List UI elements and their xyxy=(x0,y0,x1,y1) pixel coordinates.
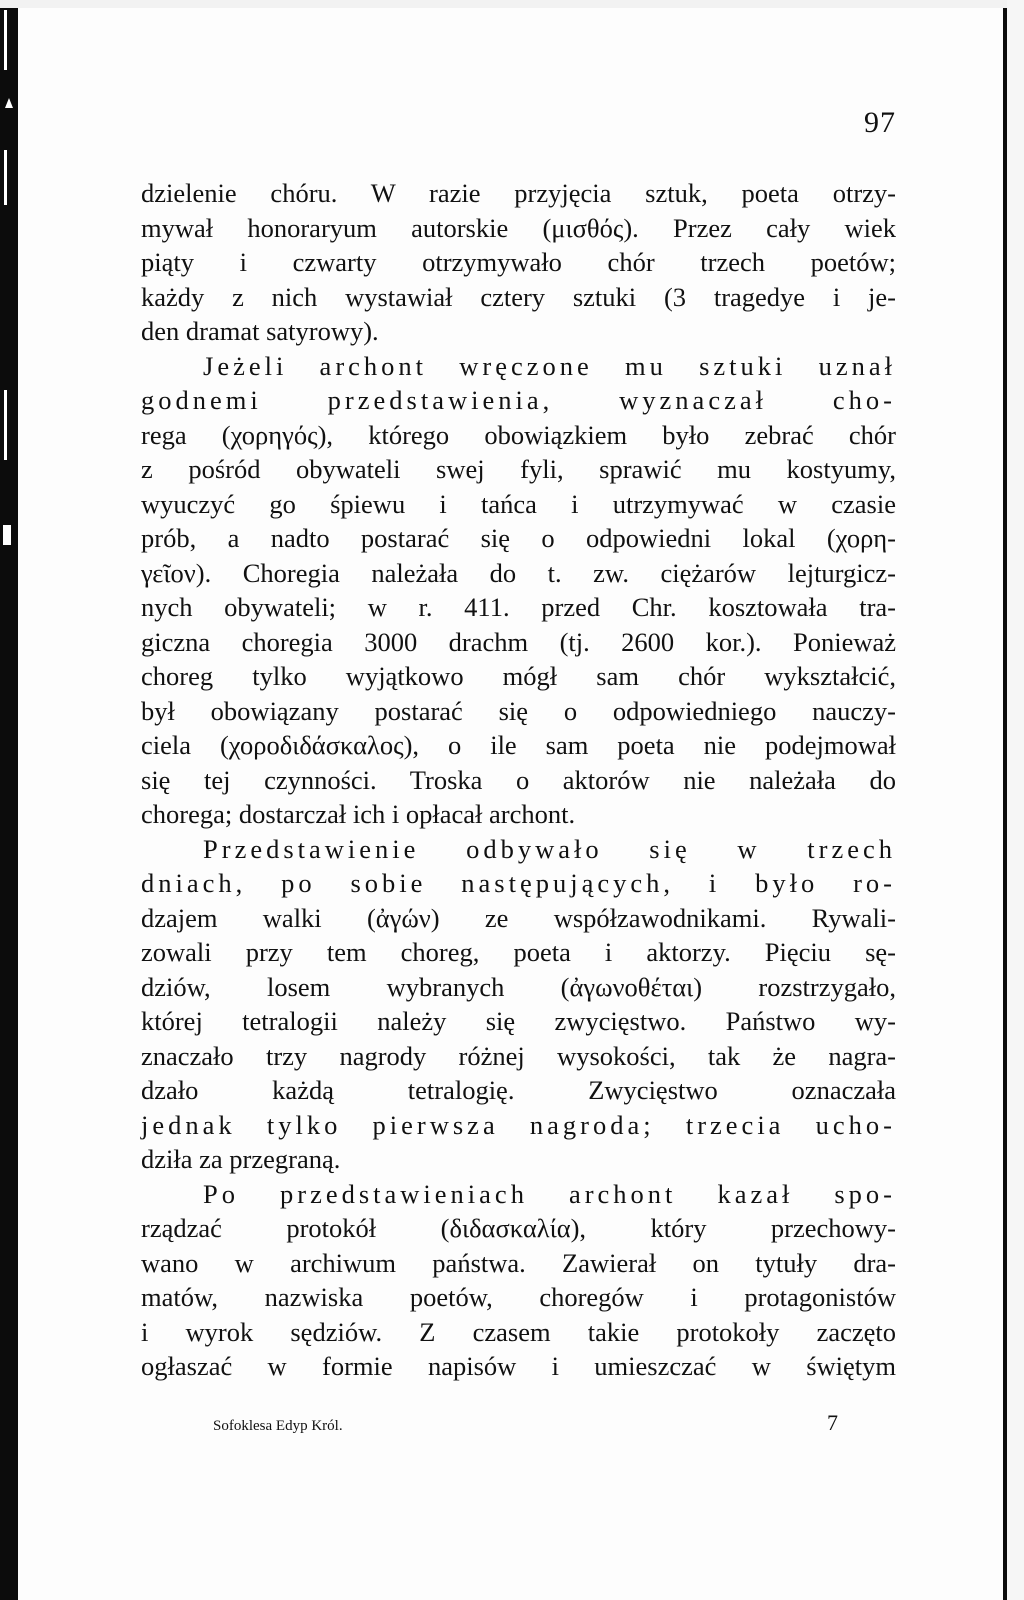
text-line: rega (χορηγός), którego obowiązkiem było zebrać chór xyxy=(141,419,896,450)
text-line: nych obywateli; w r. 411. przed Chr. kosztowała tra- xyxy=(141,592,896,622)
text-line: mywał honoraryum autorskie (μισθός). Przez cały wiek xyxy=(141,212,896,243)
binding-mark xyxy=(4,10,7,70)
text-line: której tetralogii należy się zwycięstwo. Państwo wy- xyxy=(141,1006,896,1036)
text-line: jednak tylko pierwsza nagroda; trzecia ucho- xyxy=(141,1109,896,1140)
text-line: dziła za przegraną. xyxy=(141,1144,341,1174)
binding-mark xyxy=(4,150,7,205)
text-line: wyuczyć go śpiewu i tańca i utrzymywać w czasie xyxy=(141,488,896,519)
text-line: choreg tylko wyjątkowo mógł sam chór wykształcić, xyxy=(141,661,896,691)
text-line: Po przedstawieniach archont kazał spo- xyxy=(203,1178,896,1209)
text-line: dniach, po sobie następujących, i było ro- xyxy=(141,868,896,898)
text-line: den dramat satyrowy). xyxy=(141,316,379,346)
text-line: giczna choregia 3000 drachm (tj. 2600 kor.). Ponieważ xyxy=(141,626,896,657)
text-line: był obowiązany postarać się o odpowiedniego nauczy- xyxy=(141,695,896,726)
text-line: dzajem walki (ἀγών) ze współzawodnikami. Rywali- xyxy=(141,902,896,933)
text-line: dzielenie chóru. W razie przyjęcia sztuk, poeta otrzy- xyxy=(141,178,896,208)
text-line: Jeżeli archont wręczone mu sztuki uznał xyxy=(203,350,896,381)
text-line: godnemi przedstawienia, wyznaczał cho- xyxy=(141,385,896,415)
page-right-edge xyxy=(1007,0,1024,1600)
text-line: z pośród obywateli swej fyli, sprawić mu kostyumy, xyxy=(141,454,896,484)
sheet-number: 7 xyxy=(827,1410,838,1435)
page-number: 97 xyxy=(864,106,896,139)
text-line: γεῖον). Choregia należała do t. zw. ciężarów lejturgicz- xyxy=(141,557,896,588)
text-line: zowali przy tem choreg, poeta i aktorzy. Pięciu sę- xyxy=(141,937,896,967)
text-line: się tej czynności. Troska o aktorów nie należała do xyxy=(141,764,896,795)
text-line: piąty i czwarty otrzymywało chór trzech poetów; xyxy=(141,247,896,277)
text-line: chorega; dostarczał ich i opłacał archont. xyxy=(141,799,576,829)
text-line: i wyrok sędziów. Z czasem takie protokoły zaczęto xyxy=(141,1316,896,1347)
text-line: dziów, losem wybranych (ἀγωνοθέται) rozstrzygało, xyxy=(141,971,896,1002)
page-top-edge xyxy=(0,0,1007,8)
text-line: wano w archiwum państwa. Zawierał on tytuły dra- xyxy=(141,1247,896,1278)
text-line: prób, a nadto postarać się o odpowiedni lokal (χορη- xyxy=(141,523,896,553)
text-line: Przedstawienie odbywało się w trzech xyxy=(203,833,896,864)
text-line: matów, nazwiska poetów, choregów i protagonistów xyxy=(141,1282,896,1312)
text-line: dzało każdą tetralogię. Zwycięstwo oznaczała xyxy=(141,1075,896,1105)
text-line: znaczało trzy nagrody różnej wysokości, tak że nagra- xyxy=(141,1040,896,1071)
text-line: rządzać protokół (διδασκαλία), który przechowy- xyxy=(141,1213,896,1243)
binding-notch xyxy=(3,525,11,545)
text-line: ciela (χοροδιδάσκαλος), o ile sam poeta nie podejmował xyxy=(141,730,896,760)
text-line: każdy z nich wystawiał cztery sztuki (3 tragedye i je- xyxy=(141,281,896,312)
binding-mark xyxy=(4,390,7,460)
text-line: ogłaszać w formie napisów i umieszczać w świętym xyxy=(141,1351,896,1381)
page-sheet xyxy=(18,8,1003,1600)
body-text xyxy=(141,176,896,1384)
arrow-up-icon xyxy=(5,98,13,108)
footer-signature: Sofoklesa Edyp Król. xyxy=(213,1418,343,1434)
